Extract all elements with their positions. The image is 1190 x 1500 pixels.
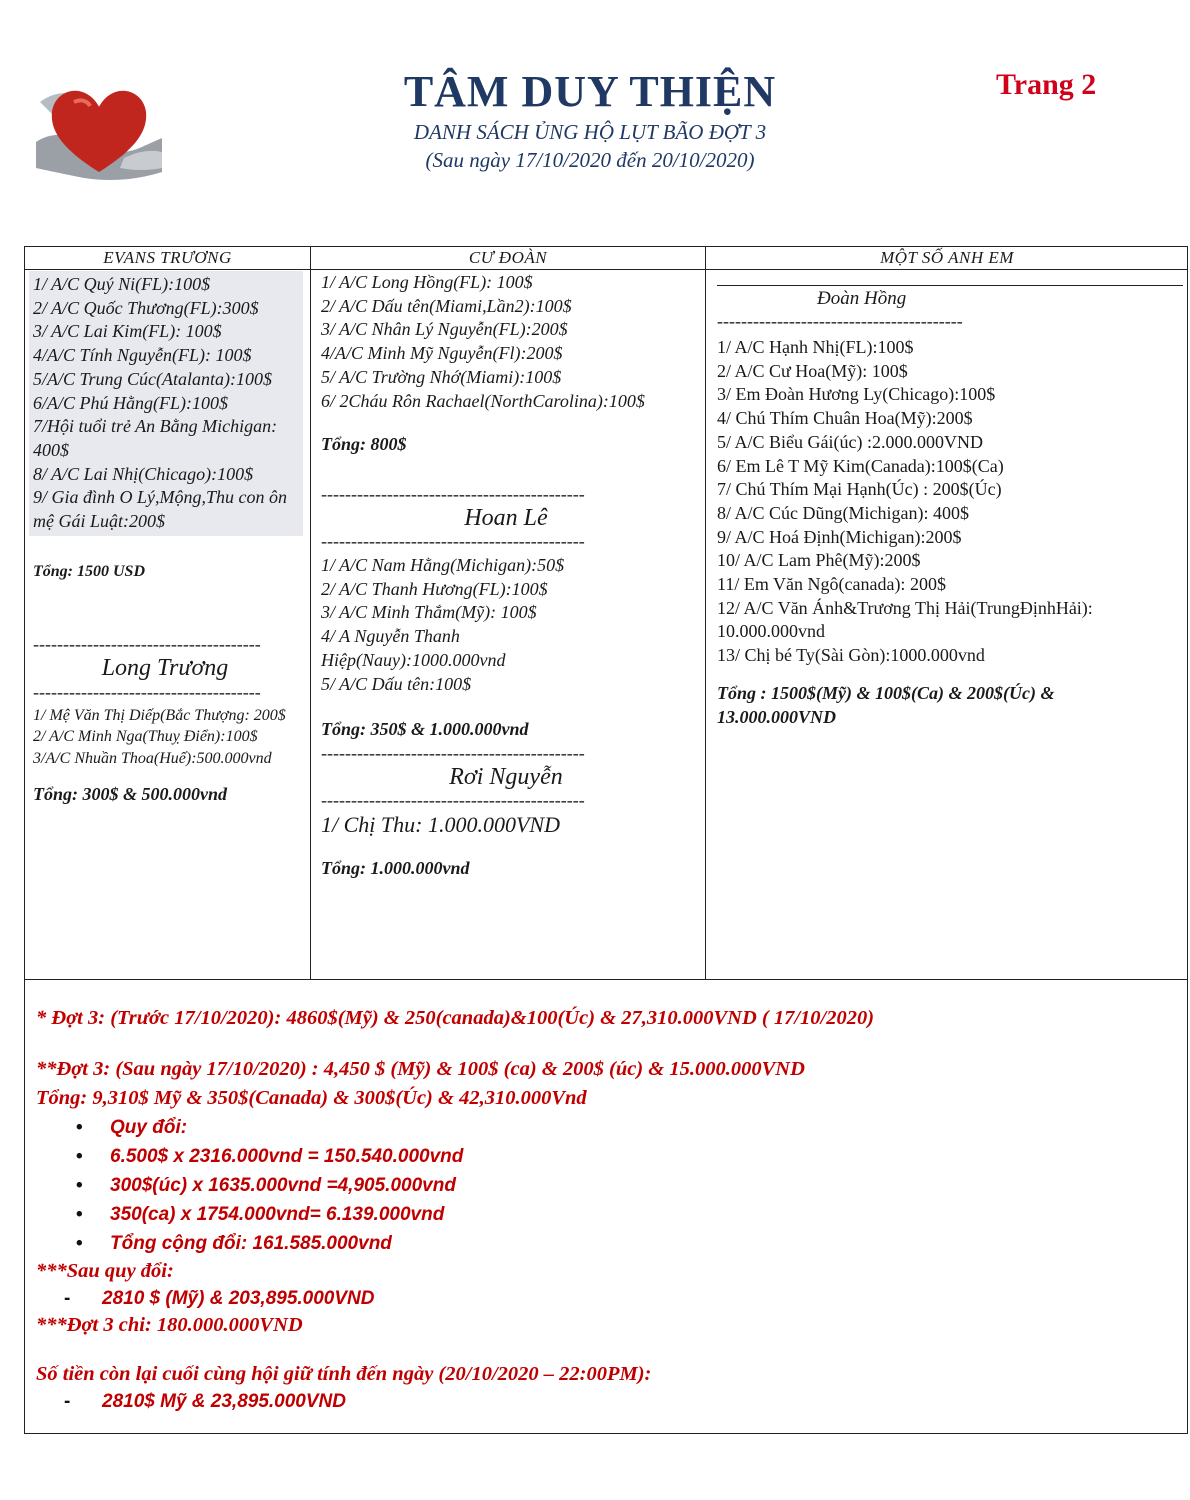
separator: -------------------------------------------- [321, 531, 585, 552]
list-item: 9/ Gia đình O Lý,Mộng,Thu con ôn mệ Gái Luật:200$ [33, 487, 287, 532]
cu-doan-total: Tổng: 800$ [321, 434, 407, 455]
after-conversion-value: - 2810 $ (Mỹ) & 203,895.000VND [36, 1285, 1166, 1312]
column-evans [33, 271, 297, 807]
roi-nguyen-total: Tổng: 1.000.000vnd [321, 857, 470, 878]
list-item: 6/ 2Cháu Rôn Rachael(NorthCarolina):100$ [321, 390, 645, 411]
column-cu-doan [321, 271, 701, 880]
list-item: 1/ Chị Thu: 1.000.000VND [321, 812, 560, 838]
bullet-item: • Tổng cộng đổi: 161.585.000vnd [36, 1229, 1166, 1258]
table-divider [25, 979, 1187, 980]
list-item: 7/Hội tuổi trẻ An Bằng Michigan: 400$ [33, 416, 278, 460]
bullet-item: • Quy đổi: [36, 1113, 1166, 1142]
list-item: 2/ A/C Cư Hoa(Mỹ): 100$ [717, 360, 908, 381]
long-truong-total: Tổng: 300$ & 500.000vnd [33, 784, 228, 805]
list-item: 3/ A/C Nhân Lý Nguyễn(FL):200$ [321, 319, 568, 340]
list-item: 1/ A/C Hạnh Nhị(FL):100$ [717, 337, 914, 357]
list-item: 10/ A/C Lam Phê(Mỹ):200$ [717, 550, 921, 571]
list-item: 1/ A/C Long Hồng(FL): 100$ [321, 272, 533, 292]
list-item: 2/ A/C Dấu tên(Miami,Lần2):100$ [321, 295, 572, 316]
remaining-value: - 2810$ Mỹ & 23,895.000VND [36, 1388, 1166, 1415]
page-subtitle: DANH SÁCH ỦNG HỘ LỤT BÃO ĐỢT 3 [413, 120, 767, 144]
list-item: 6/A/C Phú Hằng(FL):100$ [33, 392, 228, 413]
column-heading-evans: EVANS TRƯƠNG [103, 248, 232, 267]
separator: -------------------------------------- [33, 681, 261, 702]
group-name-roi-nguyen: Rơi Nguyễn [449, 763, 563, 790]
list-item: 2/ A/C Quốc Thương(FL):300$ [33, 297, 259, 318]
summary-before-line: * Đợt 3: (Trước 17/10/2020): 4860$(Mỹ) & 250(canada)&100(Úc) & 27,310.000VND ( 17/10/2020) [36, 1007, 875, 1029]
group-name-long-truong: Long Trương [101, 655, 229, 682]
page-title: TÂM DUY THIỆN [403, 67, 777, 116]
list-item: 5/ A/C Biểu Gái(úc) :2.000.000VND [717, 431, 983, 452]
evans-total: Tổng: 1500 USD [33, 562, 146, 580]
bullet-item: • 300$(úc) x 1635.000vnd =4,905.000vnd [36, 1171, 1166, 1200]
list-item: 3/ A/C Minh Thắm(Mỹ): 100$ [321, 602, 537, 623]
group-name-hoan-le: Hoan Lê [464, 504, 548, 531]
list-item: 4/ Chú Thím Chuân Hoa(Mỹ):200$ [717, 408, 973, 429]
bullet-item: • 350(ca) x 1754.000vnd= 6.139.000vnd [36, 1200, 1166, 1229]
summary-total-line: Tổng: 9,310$ Mỹ & 350$(Canada) & 300$(Úc) & 42,310.000Vnd [36, 1087, 587, 1109]
list-item: 9/ A/C Hoá Định(Michigan):200$ [717, 526, 962, 547]
list-item: 1/ A/C Nam Hằng(Michigan):50$ [321, 555, 565, 576]
list-item: 2/ A/C Minh Nga(Thuỵ Điển):100$ [33, 728, 258, 746]
spent-line: ***Đợt 3 chi: 180.000.000VND [36, 1314, 303, 1336]
summary-after-line: **Đợt 3: (Sau ngày 17/10/2020) : 4,450 $ (Mỹ) & 100$ (ca) & 200$ (úc) & 15.000.000VND [36, 1058, 805, 1080]
separator: -------------------------------------------- [321, 790, 585, 811]
list-item: 8/ A/C Lai Nhị(Chicago):100$ [33, 463, 254, 484]
list-item: 5/A/C Trung Cúc(Atalanta):100$ [33, 368, 273, 389]
list-item: 3/ A/C Lai Kim(FL): 100$ [33, 321, 222, 342]
evans-list [29, 271, 303, 536]
group-name-doan-hong: Đoàn Hồng [817, 288, 907, 309]
list-item: 11/ Em Văn Ngô(canada): 200$ [717, 574, 946, 595]
list-item: 2/ A/C Thanh Hương(FL):100$ [321, 578, 548, 599]
after-conversion-label: ***Sau quy đổi: [36, 1260, 174, 1282]
bullet-item: • 6.500$ x 2316.000vnd = 150.540.000vnd [36, 1142, 1166, 1171]
separator: -------------------------------------------- [321, 483, 585, 504]
date-range: (Sau ngày 17/10/2020 đến 20/10/2020) [425, 148, 755, 172]
column-anh-em [717, 271, 1179, 729]
list-item: 5/ A/C Trường Nhớ(Miami):100$ [321, 366, 562, 387]
list-item: 1/ A/C Quý Ni(FL):100$ [33, 274, 211, 294]
column-divider [705, 247, 706, 980]
list-item: 13/ Chị bé Ty(Sài Gòn):1000.000vnd [717, 645, 985, 666]
remaining-label: Số tiền còn lại cuối cùng hội giữ tính đến ngày (20/10/2020 – 22:00PM): [36, 1363, 652, 1385]
list-item: 7/ Chú Thím Mại Hạnh(Úc) : 200$(Úc) [717, 479, 1002, 500]
heart-hands-logo [34, 72, 164, 184]
column-heading-anh-em: MỘT SỐ ANH EM [880, 248, 1014, 267]
doan-hong-total: Tổng : 1500$(Mỹ) & 100$(Ca) & 200$(Úc) & 13.000.000VND [717, 682, 1055, 727]
separator: ----------------------------------------- [717, 312, 963, 330]
list-item: 4/A/C Minh Mỹ Nguyễn(Fl):200$ [321, 343, 563, 364]
list-item: 8/ A/C Cúc Dũng(Michigan): 400$ [717, 502, 969, 523]
list-item: 3/ Em Đoàn Hương Ly(Chicago):100$ [717, 384, 996, 405]
separator: -------------------------------------- [33, 634, 261, 655]
summary-section [36, 1004, 1166, 1415]
page-number: Trang 2 [996, 68, 1097, 101]
list-item: 6/ Em Lê T Mỹ Kim(Canada):100$(Ca) [717, 455, 1004, 476]
hoan-le-total: Tổng: 350$ & 1.000.000vnd [321, 719, 529, 740]
list-item: 12/ A/C Văn Ánh&Trương Thị Hải(TrungĐịnhHải): 10.000.000vnd [717, 597, 1093, 642]
list-item: 5/ A/C Dấu tên:100$ [321, 673, 472, 694]
column-divider [310, 247, 311, 980]
list-item: 3/A/C Nhuần Thoa(Huế):500.000vnd [33, 749, 272, 767]
long-truong-list [33, 705, 297, 770]
column-heading-cu-doan: CƯ ĐOÀN [468, 248, 548, 267]
list-item: 4/A/C Tính Nguyễn(FL): 100$ [33, 345, 252, 366]
separator: -------------------------------------------- [321, 742, 585, 763]
list-item: 1/ Mệ Văn Thị Diếp(Bắc Thượng: 200$ [33, 706, 286, 724]
list-item: 4/ A Nguyễn Thanh Hiệp(Nauy):1000.000vnd [321, 626, 506, 670]
